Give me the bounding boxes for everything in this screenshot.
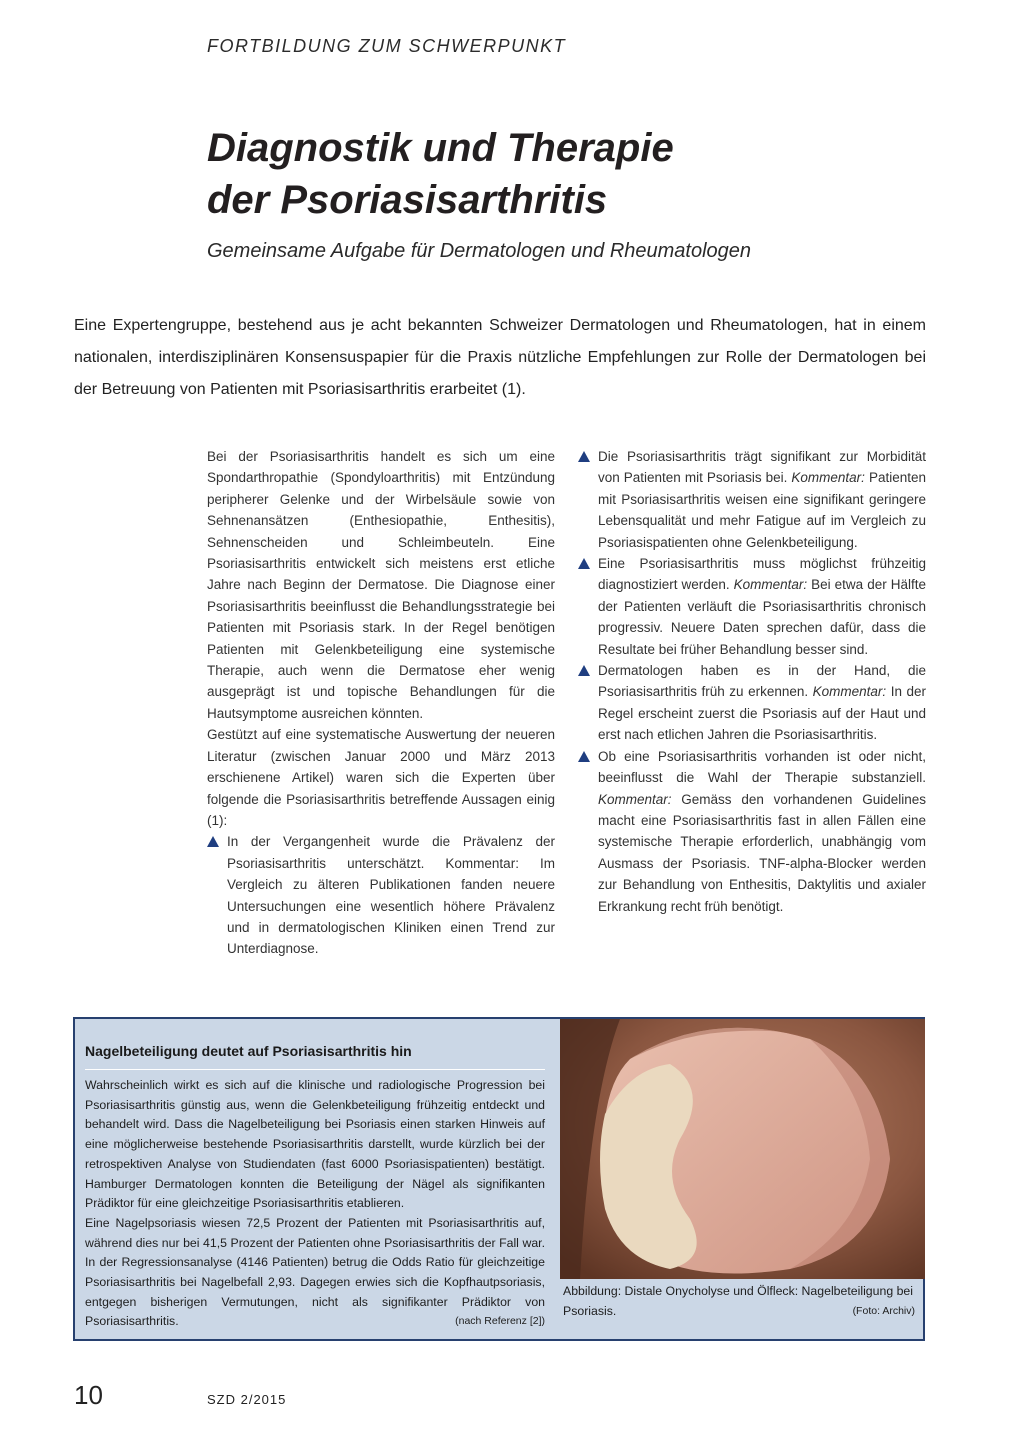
body-paragraph: Bei der Psoriasisarthritis handelt es sich um eine Spondarthropathie (Spondyloarthritis) mit Entzündung peripherer Gelenke und der Wirbelsäule sowie von Sehnenansätzen (Enthesiopathie, Enthesitis), Sehnenscheiden und Schleimbeuteln. Eine Psoriasisarthritis entwickelt sich meistens erst etliche Jahre nach Beginn der Dermatose. Die Diagnose einer Psoriasisarthritis beeinflusst die Behandlungsstrategie bei Patienten mit Psoriasis stark. In der Regel benötigen Patienten mit Gelenkbeteiligung eine systemische Therapie, auch wenn die Dermatose eher wenig ausgeprägt ist und topische Behandlungen für die Hautsymptome ausreichen könnten. xyxy=(207,449,555,721)
consensus-item xyxy=(578,660,926,746)
info-box-paragraph xyxy=(85,1214,545,1332)
triangle-bullet-icon xyxy=(578,751,590,762)
title-line-2: der Psoriasisarthritis xyxy=(207,178,608,222)
article-title xyxy=(207,122,674,226)
consensus-list xyxy=(207,831,555,959)
consensus-item-text: In der Vergangenheit wurde die Prävalenz der Psoriasisarthritis unterschätzt. Kommentar: Im Vergleich zu älteren Publikationen fanden neuere Untersuchungen eine wesentlich höhere Prävalenz und in dermatologischen Kliniken einen Trend zur Unterdiagnose. xyxy=(227,834,555,957)
photo-caption-text: Abbildung: Distale Onycholyse und Ölfleck: Nagelbeteiligung bei Psoriasis. xyxy=(563,1284,913,1318)
journal-issue: SZD 2/2015 xyxy=(207,1392,287,1407)
comment-label: Kommentar: xyxy=(733,577,808,593)
reference-note: (nach Referenz [2]) xyxy=(455,1315,545,1328)
triangle-bullet-icon xyxy=(578,665,590,676)
consensus-item-text: Die Psoriasisarthritis trägt signifikant zur Morbidität von Patienten mit Psoriasis bei. xyxy=(598,449,926,486)
consensus-item-comment: Patienten mit Psoriasisarthritis weisen eine signifikant geringere Lebensqualität und mehr Fatigue auf im Vergleich zu Psoriasispatienten ohne Gelenkbeteiligung. xyxy=(598,470,926,550)
consensus-item-comment: Gemäss den vorhandenen Guidelines macht eine Psoriasisarthritis fast in allen Fällen eine systemische Therapie erforderlich, unabhängig vom Ausmass der Psoriasis. TNF-alpha-Blocker werden zur Behandlung von Enthesitis, Daktylitis und axialer Erkrankung recht früh benötigt. xyxy=(598,791,926,914)
comment-label: Kommentar: xyxy=(812,684,887,700)
info-box-heading: Nagelbeteiligung deutet auf Psoriasisarthritis hin xyxy=(85,1043,412,1059)
triangle-bullet-icon xyxy=(578,451,590,462)
consensus-item-comment: In der Regel erscheint zuerst die Psoriasis auf der Haut und erst nach etlichen Jahren die Psoriasisarthritis. xyxy=(598,684,926,743)
comment-label: Kommentar: xyxy=(598,791,672,807)
info-box-paragraph-text: Eine Nagelpsoriasis wiesen 72,5 Prozent der Patienten mit Psoriasisarthritis auf, während dies nur bei 41,5 Prozent der Patienten ohne Psoriasisarthritis der Fall war. In der Regressionsanalyse (4146 Patienten) betrug die Odds Ratio für gleichzeitige Psoriasisarthritis bei Nagelbefall 2,93. Dagegen erwies sich die Kopfhautpsoriasis, entgegen bisherigen Vermutungen, nicht als signifikanter Prädiktor von Psoriasisarthritis. xyxy=(85,1215,545,1329)
consensus-list xyxy=(578,446,926,917)
photo-credit: (Foto: Archiv) xyxy=(852,1304,915,1317)
section-kicker: FORTBILDUNG ZUM SCHWERPUNKT xyxy=(207,36,567,56)
info-box xyxy=(73,1017,925,1341)
triangle-bullet-icon xyxy=(578,558,590,569)
article-lead: Eine Expertengruppe, bestehend aus je acht bekannten Schweizer Dermatologen und Rheumatologen, hat in einem nationalen, interdisziplinären Konsensuspapier für die Praxis nützliche Empfehlungen zur Rolle der Dermatologen bei der Betreuung von Patienten mit Psoriasisarthritis erarbeitet (1). xyxy=(74,317,926,398)
consensus-item-text: Eine Psoriasisarthritis muss möglichst frühzeitig diagnostiziert werden. xyxy=(598,556,926,593)
consensus-item-comment: Bei etwa der Hälfte der Patienten verläuft die Psoriasisarthritis chronisch progressiv. Neuere Daten sprechen dafür, dass die Resultate bei früher Behandlung besser sind. xyxy=(598,577,926,657)
title-line-1: Diagnostik und Therapie xyxy=(207,126,674,170)
triangle-bullet-icon xyxy=(207,836,219,847)
divider xyxy=(85,1069,545,1070)
nail-photo xyxy=(560,1019,925,1279)
consensus-item xyxy=(578,446,926,553)
comment-label: Kommentar: xyxy=(791,470,865,486)
consensus-item-text: Dermatologen haben es in der Hand, die Psoriasisarthritis früh zu erkennen. xyxy=(598,663,926,700)
body-column-left xyxy=(207,446,555,960)
article-subtitle: Gemeinsame Aufgabe für Dermatologen und Rheumatologen xyxy=(207,240,752,262)
photo-caption xyxy=(563,1282,915,1321)
body-paragraph: Gestützt auf eine systematische Auswertung der neueren Literatur (zwischen Januar 2000 und März 2013 erschienene Artikel) waren sich die Experten über folgende die Psoriasisarthritis betreffende Aussagen einig (1): xyxy=(207,727,555,828)
consensus-item xyxy=(578,553,926,660)
consensus-item-text: Ob eine Psoriasisarthritis vorhanden ist oder nicht, beeinflusst die Wahl der Therapie substanziell. xyxy=(598,748,926,786)
consensus-item xyxy=(578,746,926,917)
consensus-item xyxy=(207,831,555,959)
body-column-right xyxy=(578,446,926,917)
info-box-text xyxy=(85,1041,545,1332)
page-number: 10 xyxy=(74,1380,103,1410)
info-box-paragraph: Wahrscheinlich wirkt es sich auf die klinische und radiologische Progression bei Psoriasisarthritis günstig aus, wenn die Gelenkbeteiligung frühzeitig entdeckt und behandelt wird. Dass die Nagelbeteiligung bei Psoriasis einen starken Hinweis auf eine möglicherweise bestehende Psoriasisarthritis darstellt, wurde kürzlich bei der retrospektiven Analyse von Studiendaten (fast 6000 Psoriasispatienten) bestätigt. Hamburger Dermatologen konnten die Beteiligung der Nägel als signifikanten Prädiktor für eine gleichzeitige Psoriasisarthritis etablieren. xyxy=(85,1078,545,1211)
